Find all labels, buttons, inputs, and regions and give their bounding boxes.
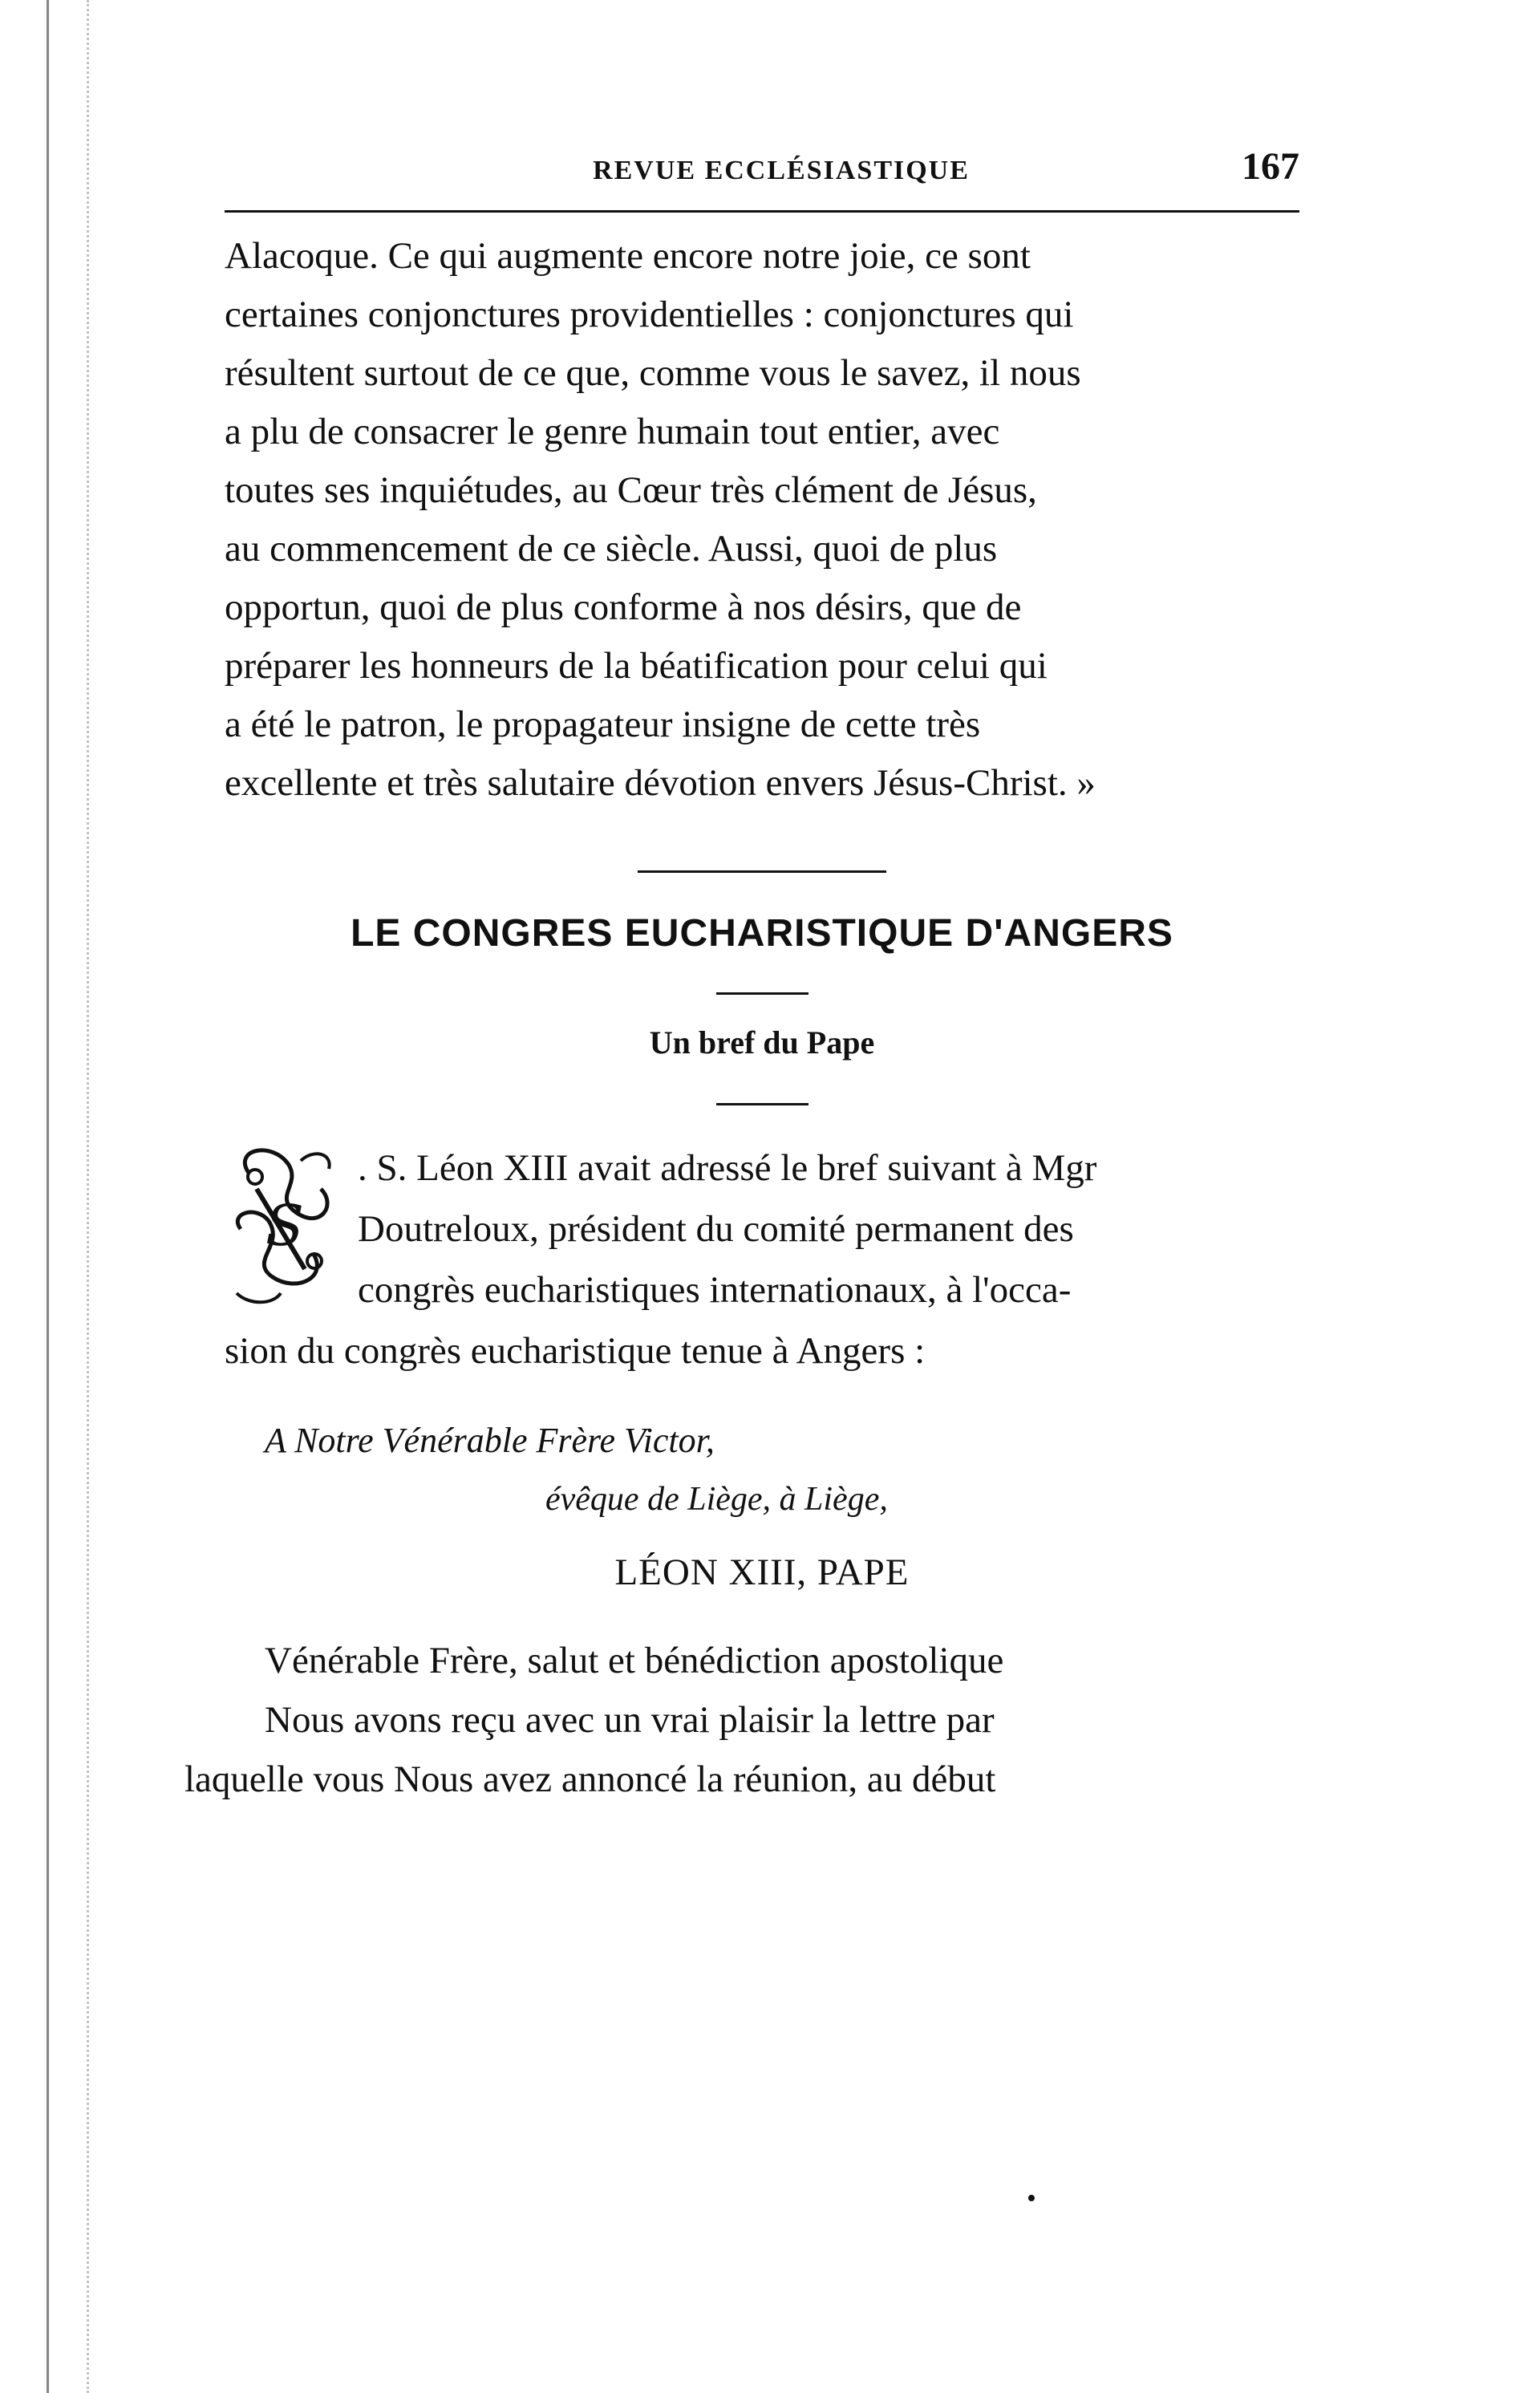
letter-paragraph: [184, 1690, 1299, 1809]
text-line: certaines conjonctures providentielles : conjonctures qui: [225, 294, 1074, 335]
ornamental-dropcap-icon: [225, 1141, 345, 1313]
header-rule: [225, 210, 1299, 213]
binding-edge: [47, 0, 52, 2393]
text-line: congrès eucharistiques internationaux, à l'occa-: [358, 1269, 1072, 1311]
intro-paragraph: [225, 227, 1299, 813]
text-line: . S. Léon XIII avait adressé le bref suivant à Mgr: [358, 1147, 1097, 1189]
text-line: laquelle vous Nous avez annoncé la réunion, au début: [184, 1758, 996, 1800]
document-page: [184, 144, 1299, 1809]
text-line: a plu de consacrer le genre humain tout entier, avec: [225, 411, 1000, 452]
address-line: évêque de Liège, à Liège,: [545, 1481, 888, 1518]
journal-title: REVUE ECCLÉSIASTIQUE: [593, 156, 970, 185]
binding-dots: [87, 0, 91, 2393]
running-header: [225, 144, 1299, 193]
subtitle: Un bref du Pape: [649, 1024, 875, 1061]
text-line: toutes ses inquiétudes, au Cœur très clément de Jésus,: [225, 469, 1037, 511]
text-line: Doutreloux, président du comité permanent des: [358, 1208, 1074, 1250]
salutation: Vénérable Frère, salut et bénédiction apostolique: [265, 1640, 1004, 1681]
footer-mark: •: [1027, 2184, 1036, 2213]
text-line: résultent surtout de ce que, comme vous le savez, il nous: [225, 352, 1081, 394]
dropcap-letter: S: [265, 1193, 304, 1259]
section-separator: [638, 870, 886, 873]
text-line: au commencement de ce siècle. Aussi, quoi de plus: [225, 528, 998, 570]
opening-paragraph: [225, 1138, 1299, 1381]
address-line: A Notre Vénérable Frère Victor,: [265, 1421, 715, 1460]
title-rule-top: [716, 992, 808, 995]
page-number: 167: [1242, 145, 1299, 188]
section-title: LE CONGRES EUCHARISTIQUE D'ANGERS: [351, 912, 1173, 955]
text-line: Alacoque. Ce qui augmente encore notre joie, ce sont: [225, 235, 1031, 277]
text-line: Nous avons reçu avec un vrai plaisir la lettre par: [265, 1699, 995, 1741]
text-line: préparer les honneurs de la béatification pour celui qui: [225, 645, 1048, 687]
text-line: a été le patron, le propagateur insigne de cette très: [225, 704, 981, 745]
text-line: excellente et très salutaire dévotion envers Jésus-Christ. »: [225, 762, 1096, 804]
text-line: sion du congrès eucharistique tenue à Angers :: [225, 1330, 926, 1372]
title-rule-bottom: [716, 1103, 808, 1105]
pope-heading: LÉON XIII, PAPE: [614, 1551, 910, 1593]
text-line: opportun, quoi de plus conforme à nos désirs, que de: [225, 586, 1022, 628]
